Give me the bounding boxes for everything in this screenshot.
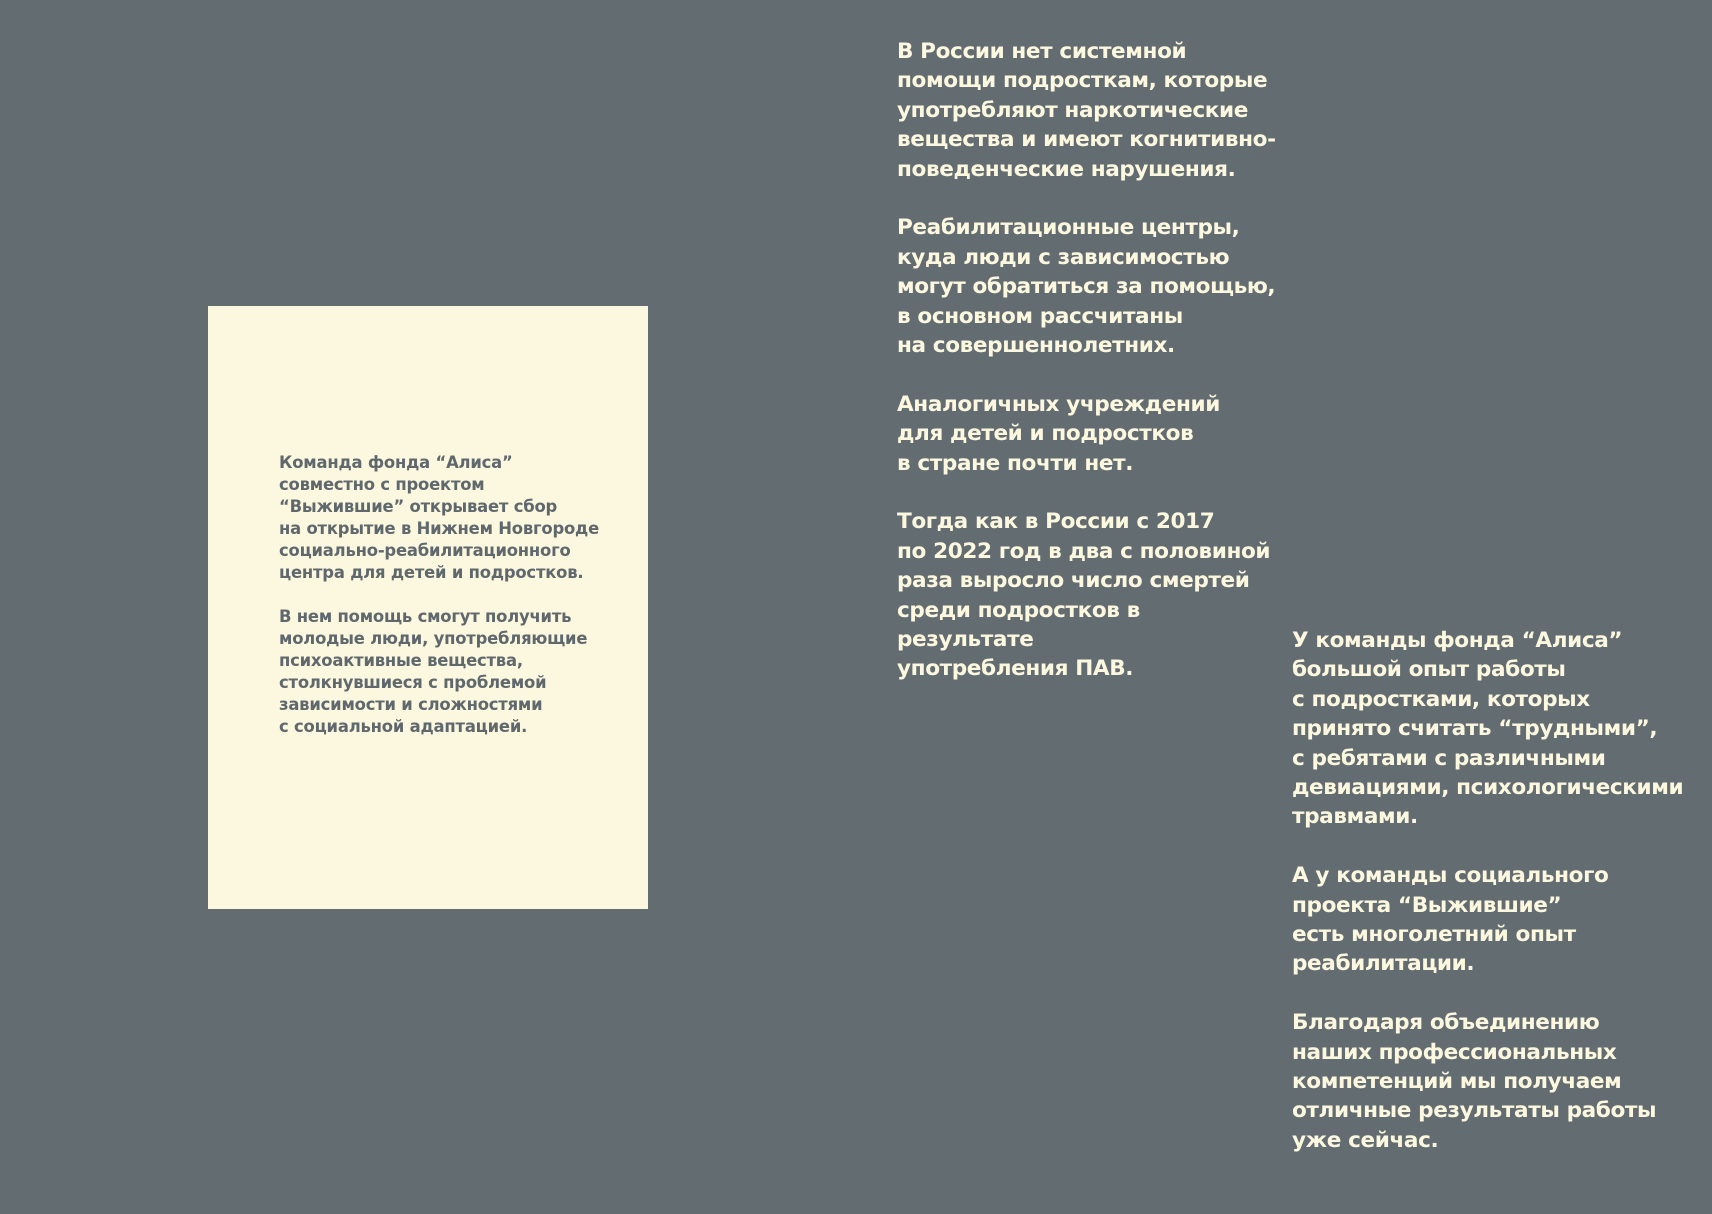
right-paragraph-survivors-experience: А у команды социального проекта “Выжившие” есть многолетний опыт реабилитации. (1292, 863, 1609, 977)
card-paragraph-fundraising: Команда фонда “Алиса” совместно с проектом “Выжившие” открывает сбор на открытие в Нижнем Новгороде социально-реабилитационного центра для детей и подростков. (279, 453, 599, 582)
middle-paragraph-no-help: В России нет системной помощи подросткам, которые употребляют наркотические вещества и имеют когнитивно- поведенческие нарушения. (897, 39, 1276, 182)
right-column (1292, 626, 1702, 1185)
middle-paragraph-no-institutions: Аналогичных учреждений для детей и подростков в стране почти нет. (897, 391, 1220, 476)
card-text (279, 452, 624, 760)
info-card (208, 306, 648, 909)
middle-paragraph-rehab-centers: Реабилитационные центры, куда люди с зависимостью могут обратиться за помощью, в основном рассчитаны на совершеннолетних. (897, 215, 1276, 359)
right-paragraph-alisa-experience: У команды фонда “Алиса” большой опыт работы с подростками, которых принято считать “трудными”, с ребятами с различными девиациями, психологическими травмами. (1292, 628, 1684, 830)
card-paragraph-help: В нем помощь смогут получить молодые люди, употребляющие психоактивные вещества, столкнувшиеся с проблемой зависимости и сложностями с социальной адаптацией. (279, 607, 588, 736)
middle-paragraph-statistics: Тогда как в России с 2017 по 2022 год в два с половиной раза выросло число смертей среди подростков в результате употребления ПАВ. (897, 509, 1271, 682)
right-paragraph-results: Благодаря объединению наших профессиональных компетенций мы получаем отличные результаты работы уже сейчас. (1292, 1010, 1657, 1153)
middle-column (897, 37, 1277, 713)
